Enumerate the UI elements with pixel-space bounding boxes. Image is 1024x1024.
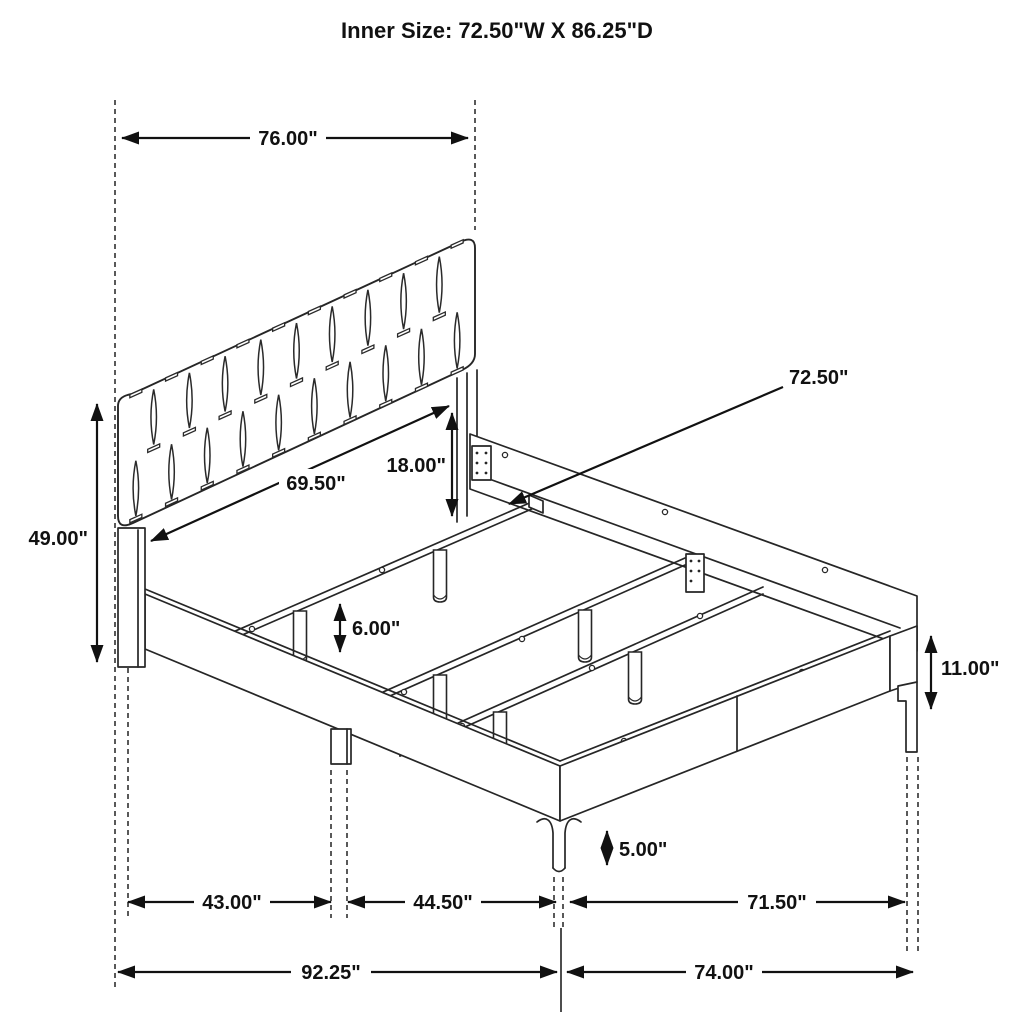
screw-dot: [476, 452, 479, 455]
screw-hole: [589, 665, 594, 670]
mid-leg-face: [331, 729, 351, 764]
dim-depth-mid-segment: [348, 888, 556, 915]
screw-dot: [690, 560, 693, 563]
screw-hole: [502, 452, 507, 457]
dim-label: 43.00": [202, 892, 262, 914]
slat-leg: [434, 550, 447, 602]
foot-rail-face: [560, 636, 890, 821]
dim-label: 71.50": [747, 892, 807, 914]
dim-label: 5.00": [619, 839, 668, 861]
screw-hole: [822, 567, 827, 572]
foot-rail: [560, 631, 890, 821]
leader-line: [509, 387, 783, 504]
corner-bracket-leg: [898, 682, 917, 752]
near-rail-mid-leg: [331, 729, 351, 764]
dim-overall-depth: [118, 958, 557, 985]
dim-headboard-height: [28, 404, 97, 662]
dim-label: 11.00": [941, 658, 1000, 680]
screw-hole: [401, 689, 406, 694]
screw-dot: [485, 452, 488, 455]
dim-label: 74.00": [694, 962, 754, 984]
dim-label: 49.00": [28, 528, 88, 550]
screw-dot: [485, 472, 488, 475]
dim-label: 72.50": [789, 367, 849, 389]
screw-dot: [698, 560, 701, 563]
screw-dot: [690, 570, 693, 573]
dim-label: 18.00": [386, 455, 446, 477]
diagram-title: Inner Size: 72.50"W X 86.25"D: [341, 18, 653, 43]
dim-headboard-clearance: [386, 413, 452, 516]
corner-assembly: [890, 626, 917, 752]
screw-dot: [690, 580, 693, 583]
dim-slat-leg-height: [340, 604, 400, 652]
dim-foot-inner-width: [570, 888, 905, 915]
screw-hole: [379, 567, 384, 572]
front-leg-left-curve: [537, 819, 553, 868]
front-leg-right-curve: [565, 819, 581, 868]
headboard-left-leg: [118, 528, 145, 667]
slat-leg: [579, 610, 592, 662]
left-leg-face: [118, 528, 145, 667]
dim-overall-foot-width: [567, 958, 913, 985]
dim-side-rail-height: [931, 636, 999, 709]
post-mounting-bracket: [472, 446, 491, 480]
screw-hole: [519, 636, 524, 641]
bed-frame: [118, 240, 917, 872]
screw-hole: [662, 509, 667, 514]
dim-label: 92.25": [301, 962, 361, 984]
screw-dot: [698, 570, 701, 573]
corner-block: [890, 626, 917, 691]
front-leg-foot: [553, 868, 565, 872]
mid-bracket-plate: [686, 554, 704, 592]
dim-label: 76.00": [258, 128, 318, 150]
bracket-plate: [472, 446, 491, 480]
screw-hole: [249, 626, 254, 631]
dim-overall-width: [122, 124, 468, 151]
slat-leg: [629, 652, 642, 704]
dim-label: 44.50": [413, 892, 473, 914]
screw-dot: [485, 462, 488, 465]
dim-label: 6.00": [352, 618, 401, 640]
dimensions-layer: [28, 124, 999, 985]
front-leg: [537, 819, 581, 872]
dim-depth-back-segment: [128, 888, 331, 915]
screw-hole: [697, 613, 702, 618]
dim-front-leg-height: [607, 831, 667, 865]
screw-dot: [476, 462, 479, 465]
dim-label: 69.50": [286, 473, 346, 495]
screw-dot: [476, 472, 479, 475]
